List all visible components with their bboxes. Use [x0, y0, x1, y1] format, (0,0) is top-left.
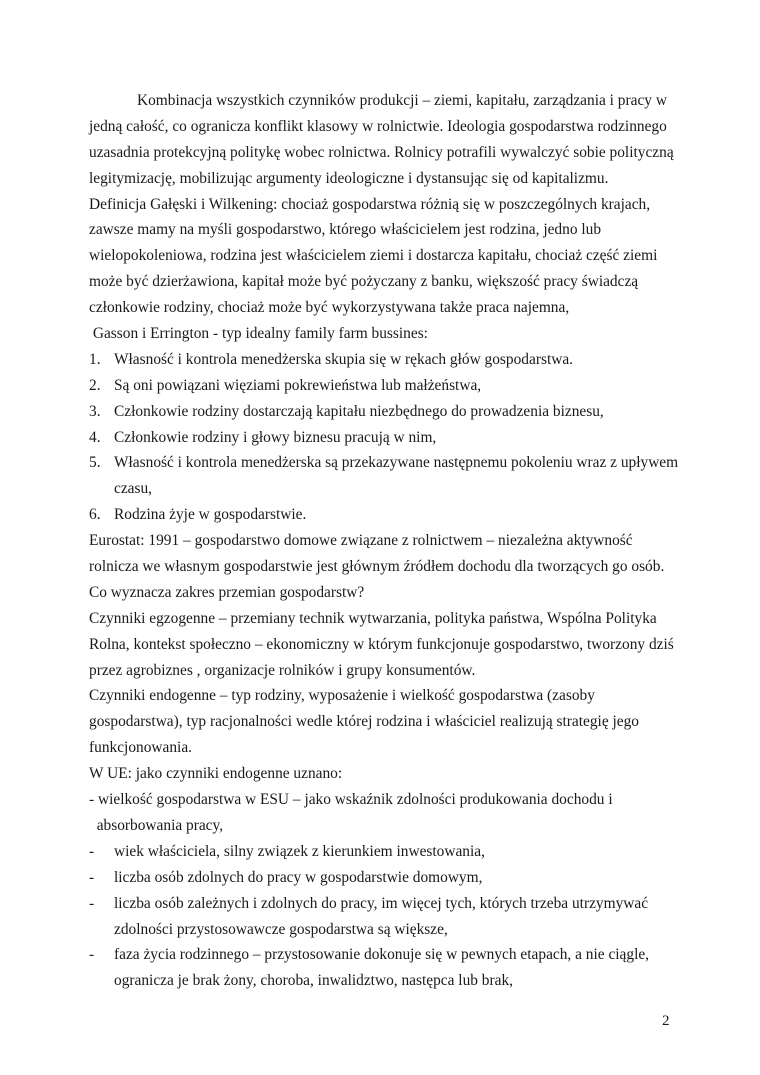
list-item-text: wiek właściciela, silny związek z kierunkiem inwestowania,	[114, 842, 485, 860]
list-marker: 3.	[89, 402, 101, 420]
body-line: Czynniki egzogenne – przemiany technik wytwarzania, polityka państwa, Wspólna Polityka	[89, 609, 657, 627]
document-body	[89, 88, 679, 994]
body-line: Gasson i Errington - typ idealny family farm bussines:	[89, 325, 428, 343]
list-item-text: Własność i kontrola menedżerska są przekazywane następnemu pokoleniu wraz z upływem	[114, 454, 679, 472]
list-marker: 2.	[89, 376, 101, 394]
list-item	[89, 942, 679, 968]
list-item-text: Własność i kontrola menedżerska skupia się w rękach głów gospodarstwa.	[114, 350, 574, 368]
body-line: gospodarstwa), typ racjonalności wedle której rodzina i właściciel realizują strategię jego	[89, 713, 640, 731]
body-line: - wielkość gospodarstwa w ESU – jako wskaźnik zdolności produkowania dochodu i	[89, 791, 613, 809]
body-line: wielopokoleniowa, rodzina jest właścicielem ziemi i dostarcza kapitału, chociaż część ziemi	[89, 247, 658, 265]
list-item	[89, 399, 679, 425]
body-line: członkowie rodziny, chociaż może być wykorzystywana także praca najemna,	[89, 299, 570, 317]
body-line: może być dzierżawiona, kapitał może być pożyczany z banku, większość pracy świadczą	[89, 273, 639, 291]
body-line: zawsze mamy na myśli gospodarstwo, którego właścicielem jest rodzina, jedno lub	[89, 221, 602, 239]
list-marker: 4.	[89, 428, 101, 446]
list-marker: -	[89, 894, 95, 912]
list-item-continuation: zdolności przystosowawcze gospodarstwa są większe,	[114, 920, 448, 938]
list-marker: 5.	[89, 454, 101, 472]
list-item	[89, 502, 679, 528]
list-item-text: liczba osób zdolnych do pracy w gospodarstwie domowym,	[114, 868, 483, 886]
list-item-continuation: ogranicza je brak żony, choroba, inwalidztwo, następca lub brak,	[114, 972, 513, 990]
list-item-text: liczba osób zależnych i zdolnych do pracy, im więcej tych, których trzeba utrzymywać	[114, 894, 649, 912]
list-item	[89, 425, 679, 451]
list-item-text: Rodzina żyje w gospodarstwie.	[114, 506, 307, 524]
list-item	[89, 865, 679, 891]
body-line: absorbowania pracy,	[89, 816, 224, 834]
list-marker: 6.	[89, 506, 101, 524]
body-line: Eurostat: 1991 – gospodarstwo domowe związane z rolnictwem – niezależna aktywność	[89, 532, 633, 550]
list-item-text: Członkowie rodziny i głowy biznesu pracują w nim,	[114, 428, 437, 446]
body-line: Kombinacja wszystkich czynników produkcji – ziemi, kapitału, zarządzania i pracy w	[137, 92, 667, 109]
list-marker: -	[89, 868, 95, 886]
list-item-text: Są oni powiązani więziami pokrewieństwa lub małżeństwa,	[114, 376, 482, 394]
body-line: Czynniki endogenne – typ rodziny, wyposażenie i wielkość gospodarstwa (zasoby	[89, 687, 595, 705]
body-line: Definicja Gałęski i Wilkening: chociaż gospodarstwa różnią się w poszczególnych krajach,	[89, 195, 651, 213]
body-line: przez agrobiznes , organizacje rolników i grupy konsumentów.	[89, 661, 476, 679]
body-line: Rolna, kontekst społeczno – ekonomiczny w którym funkcjonuje gospodarstwo, tworzony dziś	[89, 635, 674, 653]
body-line: Co wyznacza zakres przemian gospodarstw?	[89, 583, 365, 601]
body-line: uzasadnia protekcyjną politykę wobec rolnictwa. Rolnicy potrafili wywalczyć sobie polityczną	[89, 143, 674, 161]
list-item-text: Członkowie rodziny dostarczają kapitału niezbędnego do prowadzenia biznesu,	[114, 402, 604, 420]
body-line: funkcjonowania.	[89, 739, 192, 757]
page-number: 2	[662, 1013, 670, 1029]
list-marker: 1.	[89, 350, 101, 368]
list-marker: -	[89, 946, 95, 964]
list-item	[89, 891, 679, 917]
list-item	[89, 450, 679, 476]
body-line: jedną całość, co ogranicza konflikt klasowy w rolnictwie. Ideologia gospodarstwa rodzinnego	[89, 117, 667, 135]
body-line: W UE: jako czynniki endogenne uznano:	[89, 765, 343, 783]
list-item	[89, 347, 679, 373]
list-item	[89, 839, 679, 865]
list-item	[89, 373, 679, 399]
list-item-continuation: czasu,	[114, 480, 153, 498]
list-marker: -	[89, 842, 95, 860]
body-line: legitymizację, mobilizując argumenty ideologiczne i dystansując się od kapitalizmu.	[89, 169, 609, 187]
list-item-text: faza życia rodzinnego – przystosowanie dokonuje się w pewnych etapach, a nie ciągle,	[114, 946, 650, 964]
body-line: rolnicza we własnym gospodarstwie jest głównym źródłem dochodu dla tworzących go osób.	[89, 558, 665, 576]
